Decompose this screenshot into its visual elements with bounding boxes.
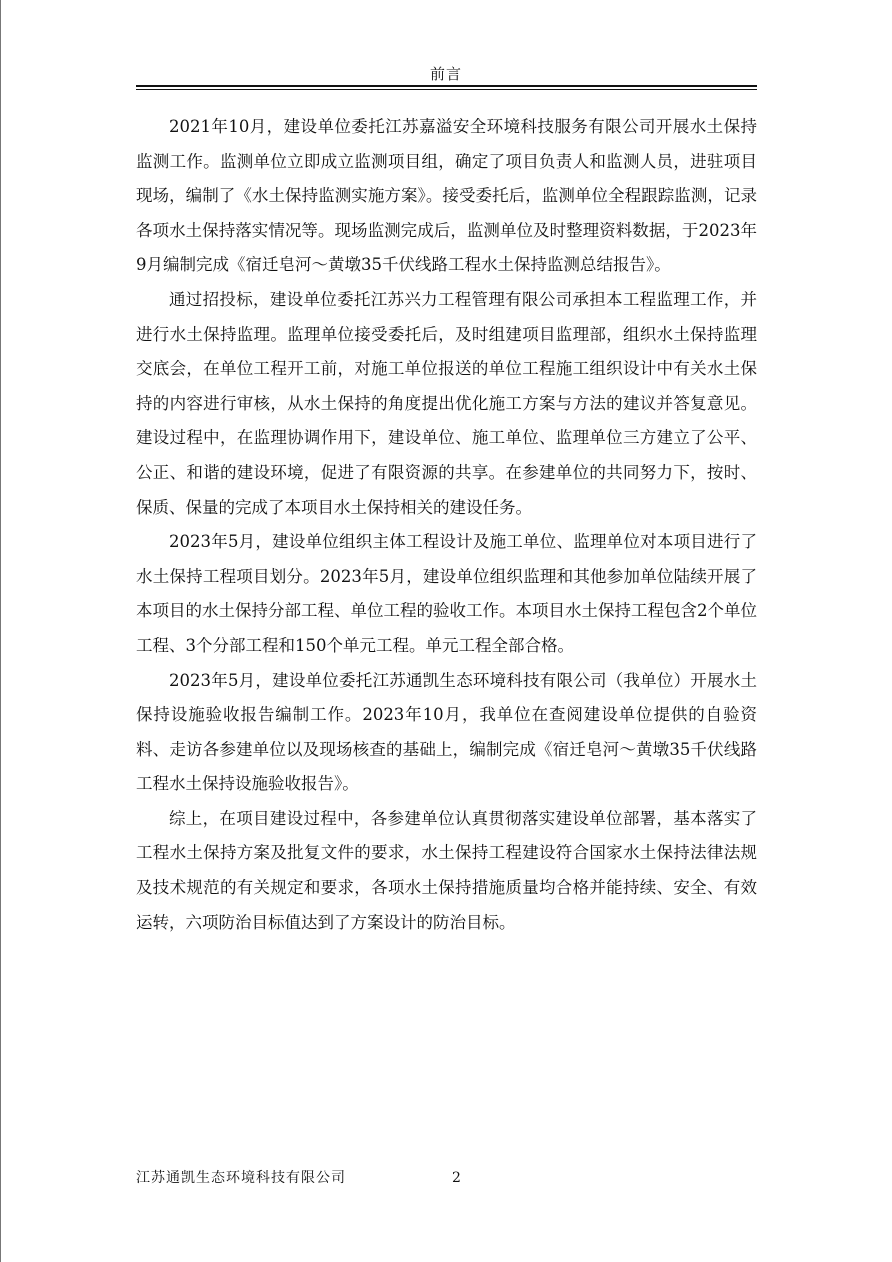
footer-company-name: 江苏通凯生态环境科技有限公司 [136, 1170, 346, 1186]
paragraph-supervision: 通过招投标，建设单位委托江苏兴力工程管理有限公司承担本工程监理工作，并进行水土保持监理。监理单位接受委托后，及时组建项目监理部，组织水土保持监理交底会，在单位工程开工前，对施工单位报送的单位工程施工组织设计中有关水土保持的内容进行审核，从水土保持的角度提出优化施工方案与方法的建议并答复意见。建设过程中，在监理协调作用下，建设单位、施工单位、监理单位三方建立了公平、公正、和谐的建设环境，促进了有限资源的共享。在参建单位的共同努力下，按时、保质、保量的完成了本项目水土保持相关的建设任务。 [136, 289, 757, 517]
paragraph-summary: 综上，在项目建设过程中，各参建单位认真贯彻落实建设单位部署，基本落实了工程水土保持方案及批复文件的要求，水土保持工程建设符合国家水土保持法律法规及技术规范的有关规定和要求，各项水土保持措施质量均合格并能持续、安全、有效运转，六项防治目标值达到了方案设计的防治目标。 [136, 808, 757, 932]
footer-page-number: 2 [452, 1170, 461, 1186]
paragraph-project-division: 2023年5月，建设单位组织主体工程设计及施工单位、监理单位对本项目进行了水土保持工程项目划分。2023年5月，建设单位组织监理和其他参加单位陆续开展了本项目的水土保持分部工程、单位工程的验收工作。本项目水土保持工程包含2个单位工程、3个分部工程和150个单元工程。单元工程全部合格。 [136, 532, 757, 655]
document-body [136, 110, 757, 940]
page-header-title: 前言 [429, 65, 462, 83]
header-rule-thin [136, 89, 757, 90]
header-rule-thick [136, 85, 757, 87]
paragraph-acceptance-report: 2023年5月，建设单位委托江苏通凯生态环境科技有限公司（我单位）开展水土保持设施验收报告编制工作。2023年10月，我单位在查阅建设单位提供的自验资料、走访各参建单位以及现场核查的基础上，编制完成《宿迁皂河～黄墩35千伏线路工程水土保持设施验收报告》。 [136, 670, 757, 794]
paragraph-monitoring: 2021年10月，建设单位委托江苏嘉溢安全环境科技服务有限公司开展水土保持监测工作。监测单位立即成立监测项目组，确定了项目负责人和监测人员，进驻项目现场，编制了《水土保持监测实施方案》。接受委托后，监测单位全程跟踪监测，记录各项水土保持落实情况等。现场监测完成后，监测单位及时整理资料数据，于2023年9月编制完成《宿迁皂河～黄墩35千伏线路工程水土保持监测总结报告》。 [136, 117, 757, 275]
